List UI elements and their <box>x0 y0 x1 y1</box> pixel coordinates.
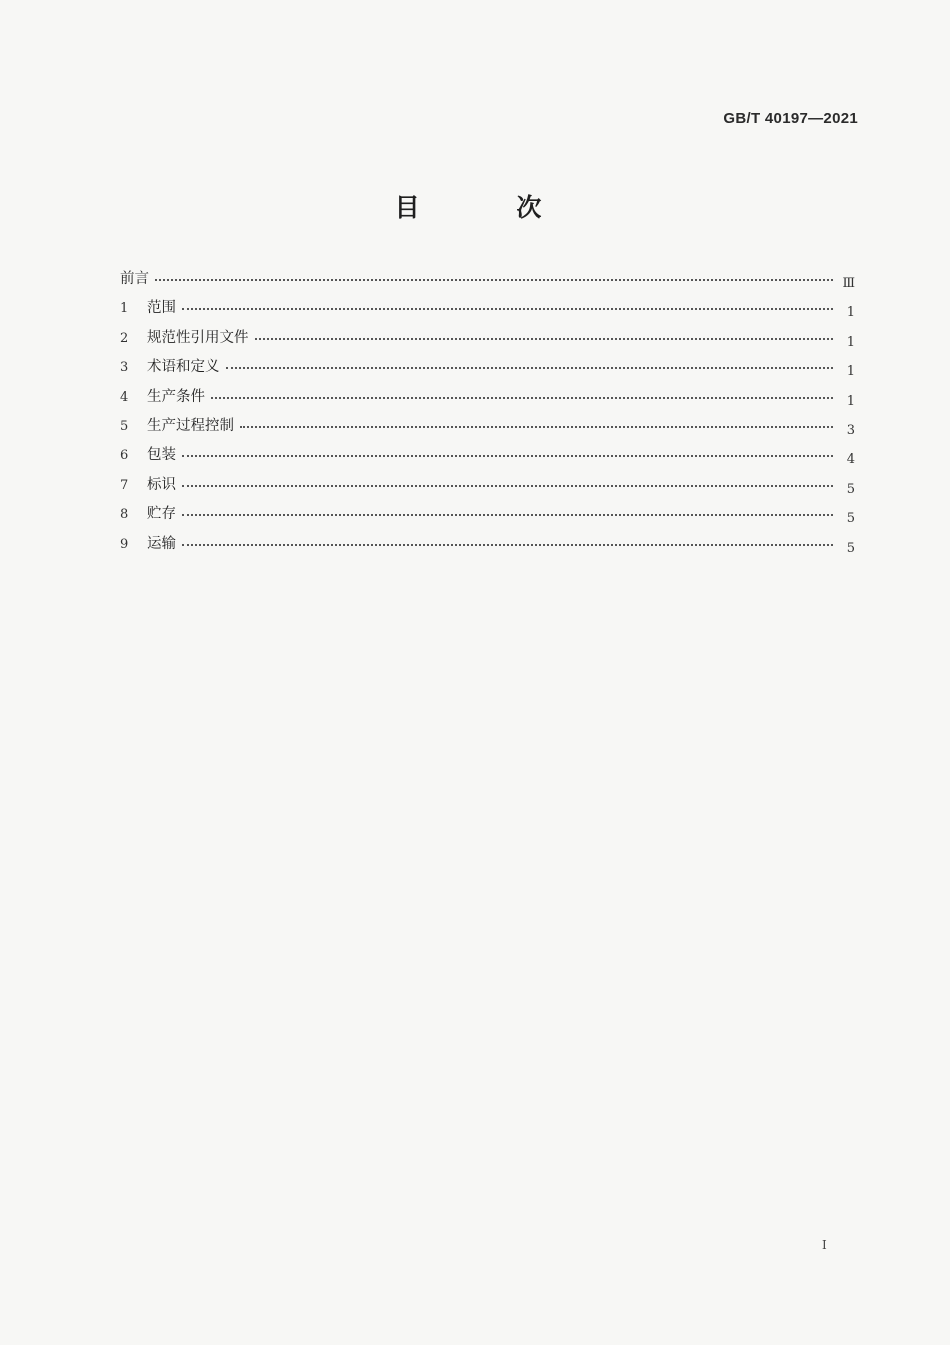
dot-leader <box>255 329 834 343</box>
dot-leader <box>155 270 833 284</box>
toc-entry-number: 6 <box>120 448 129 464</box>
toc-entry-label: 生产过程控制 <box>147 417 234 434</box>
toc-entry-label: 标识 <box>147 476 176 493</box>
toc-entry-number: 3 <box>120 360 129 376</box>
toc-entry-page: 5 <box>846 511 855 527</box>
toc-entry-label: 贮存 <box>147 506 176 523</box>
toc-entry-label: 包装 <box>147 447 176 464</box>
toc-entry-transport[interactable] <box>120 530 855 559</box>
toc-entry-number: 5 <box>120 418 129 434</box>
dot-leader <box>211 388 833 402</box>
toc-entry-page: Ⅲ <box>842 276 855 291</box>
toc-entry-number: 7 <box>120 477 129 493</box>
toc-entry-page: 4 <box>846 452 855 468</box>
toc-entry-page: 5 <box>846 481 855 497</box>
toc-entry-label: 范围 <box>147 300 176 317</box>
toc-entry-normative-references[interactable] <box>120 324 855 353</box>
dot-leader <box>182 446 833 460</box>
toc-entry-page: 1 <box>846 364 855 380</box>
toc-entry-number: 8 <box>120 507 129 523</box>
dot-leader <box>182 505 833 519</box>
toc-entry-scope[interactable] <box>120 294 855 323</box>
toc-entry-label: 规范性引用文件 <box>147 329 249 346</box>
dot-leader <box>182 476 833 490</box>
toc-entry-number: 9 <box>120 536 129 552</box>
toc-entry-page: 1 <box>846 305 855 321</box>
toc-entry-page: 1 <box>846 393 855 409</box>
toc-entry-process-control[interactable] <box>120 412 855 441</box>
toc-entry-terms-definitions[interactable] <box>120 353 855 382</box>
toc-entry-page: 1 <box>846 334 855 350</box>
toc-entry-foreword[interactable] <box>120 265 855 294</box>
page-title: 目 次 <box>394 193 586 222</box>
toc-entry-number: 4 <box>120 389 129 405</box>
page-number: I <box>822 1238 827 1252</box>
toc-entry-label: 前言 <box>120 271 149 287</box>
toc-entry-marking[interactable] <box>120 471 855 500</box>
toc-entry-number: 2 <box>120 330 129 346</box>
toc-entry-production-conditions[interactable] <box>120 383 855 412</box>
toc-entry-label: 生产条件 <box>147 388 205 405</box>
dot-leader <box>240 417 833 431</box>
table-of-contents <box>120 265 855 559</box>
toc-entry-storage[interactable] <box>120 500 855 529</box>
toc-entry-page: 5 <box>846 540 855 556</box>
dot-leader <box>182 535 833 549</box>
standard-number: GB/T 40197—2021 <box>723 110 858 127</box>
toc-entry-page: 3 <box>846 422 855 438</box>
toc-entry-packaging[interactable] <box>120 441 855 470</box>
toc-entry-number: 1 <box>120 301 129 317</box>
dot-leader <box>226 358 834 372</box>
toc-entry-label: 术语和定义 <box>147 359 220 376</box>
dot-leader <box>182 299 833 313</box>
toc-entry-label: 运输 <box>147 535 176 552</box>
